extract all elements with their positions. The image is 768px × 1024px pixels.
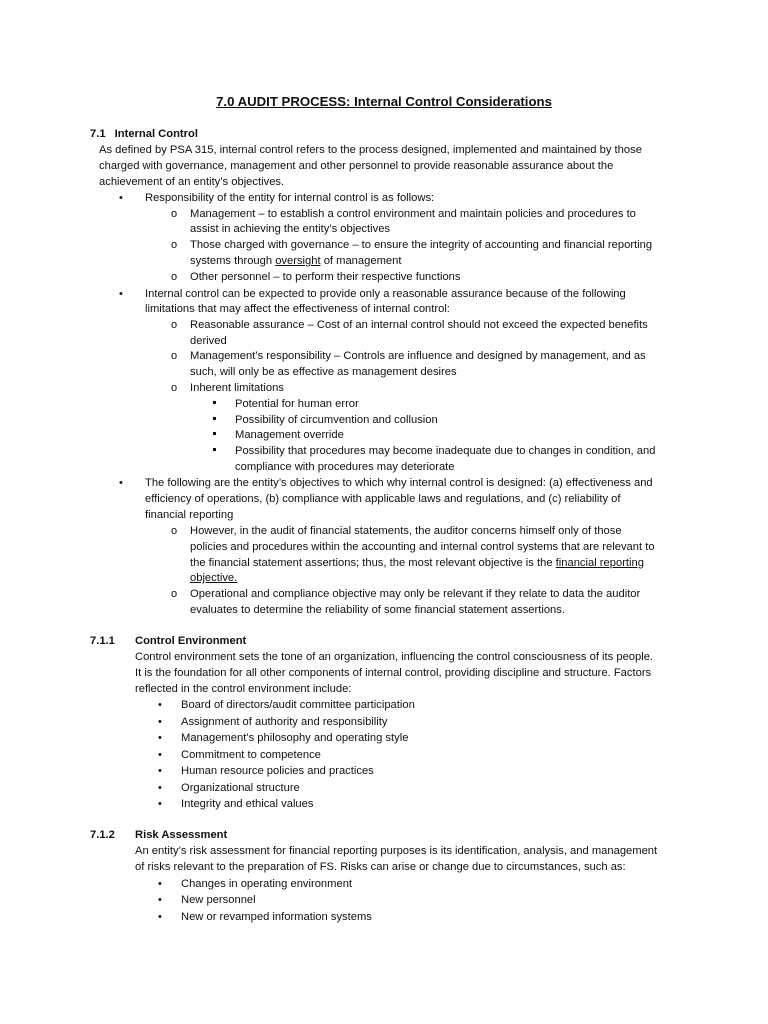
list-item: Assignment of authority and responsibility — [181, 716, 388, 728]
list-item: Responsibility of the entity for internal control is as follows: — [145, 192, 435, 204]
intro-line: charged with governance, management and other personnel to provide reasonable assurance about the — [99, 160, 614, 172]
list-item: The following are the entity’s objectives to which why internal control is designed: (a) effectiveness and — [145, 477, 653, 489]
section-title: Internal Control — [114, 128, 198, 140]
list-item: Organizational structure — [181, 782, 300, 794]
square-marker — [213, 401, 216, 404]
page-title: 7.0 AUDIT PROCESS: Internal Control Considerations — [216, 94, 552, 109]
list-item: such, will only be as effective as management desires — [190, 366, 457, 378]
list-item: However, in the audit of financial statements, the auditor concerns himself only of those — [190, 525, 622, 537]
list-item: New or revamped information systems — [181, 911, 372, 923]
intro-line: achievement of an entity’s objectives. — [99, 176, 285, 188]
list-item: Management – to establish a control environment and maintain policies and procedures to — [190, 208, 636, 220]
bullet-marker: • — [158, 878, 162, 890]
bullet-marker: • — [158, 749, 162, 761]
circle-marker: o — [171, 588, 178, 600]
circle-marker: o — [171, 271, 178, 283]
underlined-term: objective. — [190, 572, 238, 584]
list-item: Those charged with governance – to ensure the integrity of accounting and financial reporting — [190, 239, 653, 251]
list-item: Board of directors/audit committee participation — [181, 699, 415, 711]
bullet-marker: • — [158, 798, 162, 810]
bullet-marker: • — [158, 765, 162, 777]
paragraph-line: of risks relevant to the preparation of FS. Risks can arise or change due to circumstances, such as: — [135, 861, 626, 873]
list-item: Reasonable assurance – Cost of an internal control should not exceed the expected benefits — [190, 319, 648, 331]
list-item: limitations that may affect the effectiveness of internal control: — [145, 303, 450, 315]
list-item: Potential for human error — [235, 398, 359, 410]
underlined-term: financial reporting — [555, 557, 644, 569]
section-number: 7.1 — [90, 128, 106, 140]
list-item — [190, 254, 401, 269]
section-heading-7-1 — [90, 127, 198, 142]
square-marker — [213, 417, 216, 420]
list-item — [190, 556, 644, 571]
text-run: of management — [320, 255, 402, 267]
circle-marker: o — [171, 525, 178, 537]
section-number: 7.1.2 — [90, 829, 115, 841]
list-item: evaluates to determine the reliability of some financial statement assertions. — [190, 604, 565, 616]
list-item: Possibility that procedures may become inadequate due to changes in condition, and — [235, 445, 656, 457]
paragraph-line: reflected in the control environment include: — [135, 683, 352, 695]
bullet-marker: • — [119, 477, 123, 489]
bullet-marker: • — [119, 288, 123, 300]
section-title: Control Environment — [135, 635, 247, 647]
list-item: Operational and compliance objective may only be relevant if they relate to data the auditor — [190, 588, 641, 600]
bullet-marker: • — [158, 782, 162, 794]
list-item: policies and procedures within the accounting and internal control systems that are relevant to — [190, 541, 655, 553]
bullet-marker: • — [158, 894, 162, 906]
circle-marker: o — [171, 350, 178, 362]
circle-marker: o — [171, 239, 178, 251]
bullet-marker: • — [158, 911, 162, 923]
bullet-marker: • — [119, 192, 123, 204]
intro-line: As defined by PSA 315, internal control refers to the process designed, implemented and maintained by those — [99, 144, 642, 156]
list-item: efficiency of operations, (b) compliance with applicable laws and regulations, and (c) reliability of — [145, 493, 621, 505]
paragraph-line: It is the foundation for all other components of internal control, providing discipline and structure. Factors — [135, 667, 652, 679]
square-marker — [213, 432, 216, 435]
bullet-marker: • — [158, 732, 162, 744]
list-item: Possibility of circumvention and collusion — [235, 414, 438, 426]
underlined-term: oversight — [275, 255, 321, 267]
list-item: Integrity and ethical values — [181, 798, 314, 810]
list-item: financial reporting — [145, 509, 234, 521]
list-item: Internal control can be expected to provide only a reasonable assurance because of the following — [145, 288, 626, 300]
paragraph-line: Control environment sets the tone of an organization, influencing the control consciousness of its people. — [135, 651, 654, 663]
list-item: Management’s philosophy and operating style — [181, 732, 409, 744]
list-item: Human resource policies and practices — [181, 765, 374, 777]
list-item: Other personnel – to perform their respective functions — [190, 271, 461, 283]
circle-marker: o — [171, 319, 178, 331]
list-item: assist in achieving the entity’s objectives — [190, 223, 391, 235]
list-item: Inherent limitations — [190, 382, 284, 394]
text-run: the financial statement assertions; thus, the most relevant objective is the — [190, 557, 556, 569]
list-item: Management’s responsibility – Controls are influence and designed by management, and as — [190, 350, 646, 362]
list-item: Commitment to competence — [181, 749, 321, 761]
bullet-marker: • — [158, 716, 162, 728]
section-number: 7.1.1 — [90, 635, 115, 647]
list-item: derived — [190, 335, 227, 347]
list-item: Changes in operating environment — [181, 878, 353, 890]
bullet-marker: • — [158, 699, 162, 711]
text-run: systems through — [190, 255, 276, 267]
circle-marker: o — [171, 208, 178, 220]
circle-marker: o — [171, 382, 178, 394]
paragraph-line: An entity’s risk assessment for financial reporting purposes is its identification, analysis, and management — [135, 845, 658, 857]
list-item: compliance with procedures may deteriorate — [235, 461, 455, 473]
list-item: New personnel — [181, 894, 256, 906]
section-title: Risk Assessment — [135, 829, 228, 841]
list-item: Management override — [235, 429, 344, 441]
square-marker — [213, 448, 216, 451]
